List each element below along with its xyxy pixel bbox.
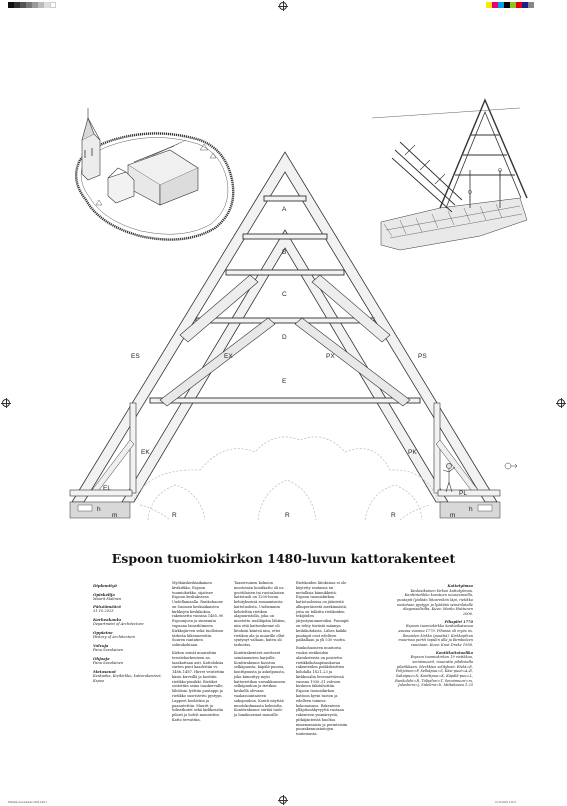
- label-PX: PX: [326, 353, 335, 360]
- column-2-paragraph-1: Taaseivuinen kolmion muotoinen kontikatto oli ns. goottilaisen tai ruotsalaisen kattotuoli on 1200-luvun kehityksensä romaanisesta kattotuolista. Uudiemmin kehdeltiin rietikon alapuuristolla, joka on muotettu sisältäpäin lähtien, niin että kattorakenne oli liitoksin kiinteä niin, ettei rietikon ala-ja muurille ollut syntynyt valtaan, kuten oli tarkoitus.: [234, 581, 286, 648]
- text-column-2: [234, 581, 287, 721]
- meta-key: Ohjaaja: [93, 656, 110, 662]
- label-PL: PL: [459, 490, 467, 497]
- meta-key: Valvoja: [93, 643, 109, 649]
- column-2-paragraph-2: Konttirakenteet asettuvat seinämuurien harjoille. Konttirakenne koostuu selkäpuusta, käpälä-puusta, konttipuusta ja askelpuusta, joka kiinnittyy myös kattorietikon varsakkuuseen selkäpuuhun ja rietikon keskellä olevaan vaakasuuntaiseen sakopuuhun. Kontti näyttää muotokolmaasta kolmiolta. Kontitrakenne siirtää tuuli- ja lumikuormat muurille.: [234, 650, 286, 718]
- caption-heading-3: Konttikattotuoliko: [435, 650, 473, 655]
- column-3-paragraph-1: Rietikoiden liitoksissa ei ole käytetty rautaisia tai metallisia kiinnikkeitä. Espoon tuomiokirkon kattotuoleissa on jäänteitä alkuperäisestä merkinnästä, joita on tulkittu rietikoiden tekijöiden järjestysnumeroiksi. Puutapit on tehty tiiviistä männyn keskikohdasta. Lähes kaikki puutapit ovat edelleen paikallaan ja yli 530 vuotta.: [296, 581, 349, 643]
- church-courtyard-sketch: [76, 108, 233, 240]
- caption-text-1: Keskiaikainen kirkon kattotyömaa. Konttirietikko koostuen nousevarsilla, puutapit lyödään liitosreikiin läpi, rietikko nostetaan pystyyn ja lyödään seinänlatalle diagonaalisilta. Kuva: Marko Huttunen 2006.: [396, 588, 473, 617]
- metadata-column: [93, 580, 173, 683]
- text-column-3: [296, 581, 349, 740]
- label-EK: EK: [141, 449, 150, 456]
- label-m-right: m: [450, 512, 456, 519]
- label-B: B: [282, 249, 287, 256]
- label-PS: PS: [418, 353, 427, 360]
- label-D: D: [282, 334, 287, 341]
- orientation-arrow: [505, 463, 517, 469]
- meta-key: Korkeakoulu: [93, 617, 122, 623]
- meta-key: Metasanat: [93, 668, 116, 674]
- meta-value: Maarit Malinen: [93, 596, 122, 601]
- footer-left: Pitkätöä tuomiokirkko 2023.indd 1: [8, 801, 47, 804]
- label-E: E: [282, 378, 287, 385]
- meta-key: Opiskelija: [93, 591, 115, 597]
- caption-heading-1: Kattotyömaa: [447, 584, 473, 588]
- label-R-3: R: [391, 512, 396, 519]
- footer-right: 31.10.2023 1:01:4: [495, 801, 516, 804]
- meta-key: Diplomityö: [93, 583, 117, 589]
- meta-value: Panu Savolainen: [93, 661, 124, 666]
- label-R-1: R: [172, 512, 177, 519]
- meta-value: History of Architecture: [93, 635, 136, 640]
- label-R-2: R: [285, 512, 290, 519]
- label-EX: EX: [224, 353, 233, 360]
- label-ES: ES: [131, 353, 140, 360]
- label-A: A: [282, 206, 287, 213]
- label-EL: EL: [103, 485, 111, 492]
- column-1-paragraph-1: Myöhäiskeskiaikainen kivikirkko, Espoon tuomiokirkko, sijaitsee Espoon keskuksessa Uudellamaalla. Runkohuone on Suomen keskiaikaisten kirkkojen keskikokoa, rakennettu vuosina 1485–90 Espoonjoen ja sinnemiin vapaana laineihtimeen Kirkkojärven sekä tuolloisen tärkeän liikennereitin. Suuren rantatien solmukohtaan.: [172, 581, 224, 648]
- label-PK: PK: [408, 449, 417, 456]
- caption-text-3: Espoon tuomiokirkon 19 rietikkoa, seinämuurit, muurattu pilalistalla pilatikkaan. Merkkien selitykset: Etelä=E, Pohjoinen=P, Selkäpuu=S, Käsi-puut=A–E, Sakaipuu=X, Konttipuu=K, Käpälä-puu=L, Runkolohi=R, Tiilipilari=T, Seinämuuri=m, Jalushirsi=j, Sidelirsi=h. Mittakaava 1:25: [395, 655, 473, 688]
- caption-heading-2: Pihapiiri 1770: [444, 619, 473, 624]
- meta-key: Päiväämäärä: [93, 604, 121, 610]
- caption-column: [393, 581, 473, 688]
- text-column-1: [172, 581, 225, 726]
- meta-value: 31.10.2023: [93, 609, 114, 614]
- column-1-paragraph-2: Kirkon seinät muurattiin teroitekorkeuteen ns. taaskattaan asti. Kattoloksia varten puut kaadettiin vv. 1486–1487. Hirret veistettiin käsin kirveillä ja koottiin rietikko-pissikki. Rietikot sostettiin seina taaskervalle, lähtöisin lyöttiin puutappi ja rietikko suoristettu pystyyn. Lappeet koolattiin ja paanutettiin. Muurit ja tiilisetkutet sekä kirkkosalin pilarit ja holvit muurattiin. Katto tervattiin.: [172, 650, 225, 722]
- label-h-left: h: [97, 506, 101, 513]
- vault-outlines: [134, 437, 438, 520]
- meta-value: Keskiaika, Kivikirkko, kattorakenteet, Espoo: [93, 673, 162, 683]
- meta-value: Panu Savolainen: [93, 648, 124, 653]
- meta-value: Department of Architecture: [93, 622, 144, 627]
- meta-key: Oppiaine: [93, 630, 113, 636]
- label-h-right: h: [469, 506, 473, 513]
- label-m-left: m: [112, 512, 118, 519]
- poster-title: Espoon tuomiokirkon 1480-luvun kattorakenteet: [111, 551, 456, 566]
- label-C: C: [282, 291, 287, 298]
- column-3-paragraph-2: Runkohuoneen muutosta vuoksi rietikoiden alaraketeista on poistettu rietikköholaapisuukuvaa rakenteiden poikkileisttien kohdalla 1821–23 ja kirkkosalin levennettäessä vuonna 1930–31 valvoen koskeen täkituhottiin. Espoon tuomiokirkon kattoon kyvin tuoton ja edelleen toimiva kokonaisuus. Rakenteen ylläpitonäkyvyyttä vastaan rakenteen ymmärrystä, pitkäjänteistä huoltoa nimenomaista ja perinteisiin puurakennustaitojen tuntemusta.: [296, 646, 348, 737]
- human-figure-scale: [443, 463, 455, 492]
- construction-site-sketch: [372, 100, 527, 250]
- caption-text-2: Espoon tuomiokirkko keskiaikaisessa asussa vuonna 1770. Pihassa oli myös ns. Ilmaisten kirkko (puuttiä). Kirkkopihan muurissa portti tapulin alla ja Bembeleen suuntaan. Kuva: Knut Drake 1958.: [398, 624, 473, 648]
